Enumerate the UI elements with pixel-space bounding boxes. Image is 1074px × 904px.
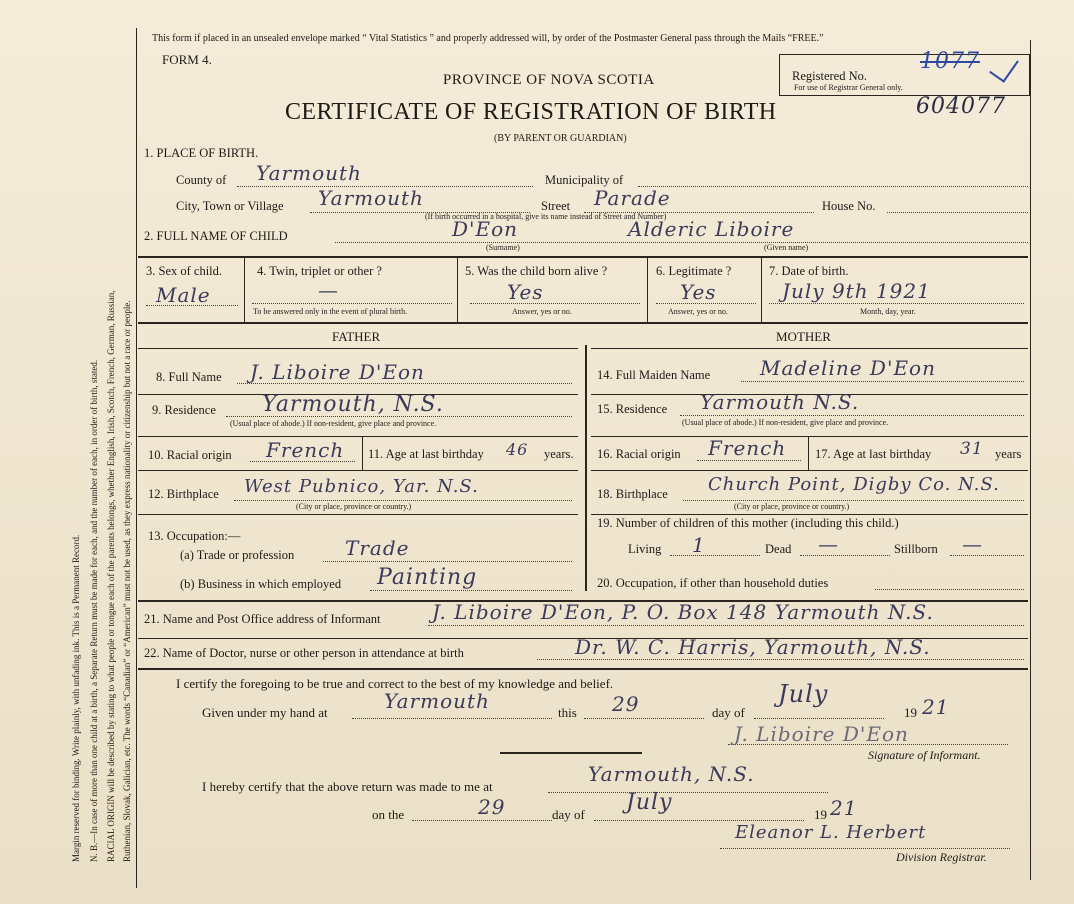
given-place-value: Yarmouth [384,689,490,713]
form-number: FORM 4. [162,52,212,67]
county-value: Yarmouth [256,161,362,185]
mother-age-divider [808,436,809,470]
stillborn-value: — [962,532,983,556]
mother-rule-4 [591,470,1028,471]
registrar-day-of-label: day of [552,807,585,822]
given-name-caption: (Given name) [764,243,809,252]
mother-rule-3 [591,436,1028,437]
mother-rule-5 [591,514,1028,515]
living-value: 1 [692,533,706,557]
alive-note: Answer, yes or no. [512,307,572,316]
registrar-caption: Division Registrar. [896,850,987,864]
row3-top-rule [138,256,1028,258]
row3-divider-2 [457,256,458,322]
father-occupation-label: 13. Occupation:— [148,529,241,543]
mother-race-value: French [708,436,787,460]
alive-label: 5. Was the child born alive ? [465,264,608,278]
doctor-label: 22. Name of Doctor, nurse or other person in attendance at birth [144,646,464,660]
registrar-statement: I hereby certify that the above return was made to me at [202,779,493,794]
father-birthplace-line [234,500,572,501]
registrar-day-line [412,820,552,821]
child-surname: D'Eon [452,217,519,241]
trade-label: (a) Trade or profession [180,548,295,562]
house-line [887,212,1028,213]
stillborn-label: Stillborn [894,542,938,556]
mother-age-label: 17. Age at last birthday [815,447,932,461]
father-birthplace-value: West Pubnico, Yar. N.S. [244,476,479,497]
dead-line [800,555,890,556]
date-of-birth-label: 7. Date of birth. [769,264,849,278]
alive-line [470,303,640,304]
twin-value: — [318,278,339,302]
doctor-line [537,659,1024,660]
mother-residence-line [680,415,1024,416]
doctor-value: Dr. W. C. Harris, Yarmouth, N.S. [575,635,931,659]
given-place-line [352,718,552,719]
row3-divider-3 [647,256,648,322]
mother-age-value: 31 [960,439,984,459]
this-day-value: 29 [612,692,640,716]
municipality-line [638,186,1028,187]
father-rule-1 [138,348,578,349]
father-name-value: J. Liboire D'Eon [250,360,425,384]
mother-birthplace-line [683,500,1024,501]
mother-birthplace-label: 18. Birthplace [597,487,668,501]
frame-right [1030,40,1031,880]
year-value: 21 [922,695,950,719]
father-name-label: 8. Full Name [156,370,222,384]
children-count-label: 19. Number of children of this mother (including this child.) [597,516,899,530]
dead-label: Dead [765,542,792,556]
father-age-value: 46 [506,440,529,459]
informant-signature-caption: Signature of Informant. [868,748,981,762]
father-rule-3 [138,436,578,437]
father-heading: FATHER [332,329,381,344]
registrar-month-value: July [626,790,673,815]
child-name-label: 2. FULL NAME OF CHILD [144,229,288,243]
father-race-value: French [266,438,345,462]
street-label: Street [541,199,571,213]
business-line [370,590,572,591]
twin-label: 4. Twin, triplet or other ? [257,264,382,278]
sex-value: Male [156,283,211,307]
mother-name-line [741,381,1024,382]
mother-race-line [697,460,801,461]
doctor-bottom-rule [138,668,1028,670]
registrar-day-value: 29 [478,795,506,819]
mother-residence-note: (Usual place of abode.) If non-resident, give place and province. [682,418,889,427]
row3-bottom-rule [138,322,1028,324]
parents-divider [585,345,587,591]
municipality-label: Municipality of [545,173,624,187]
mother-rule-1 [591,348,1028,349]
child-given-name: Alderic Liboire [628,217,795,241]
margin-rule [136,28,137,888]
city-value: Yarmouth [318,186,424,210]
registrar-signature-line [720,848,1010,849]
year-prefix: 19 [904,705,917,720]
mother-heading: MOTHER [776,329,831,344]
margin-note-binding: Margin reserved for binding. Write plainly, with unfading ink. This is a Permanent Record. [71,534,81,862]
mother-residence-label: 15. Residence [597,402,668,416]
stamp-number: 604077 [916,94,1006,119]
father-age-label: 11. Age at last birthday [368,447,484,461]
child-name-line [335,242,1028,243]
place-of-birth-heading: 1. PLACE OF BIRTH. [144,146,259,160]
father-residence-note: (Usual place of abode.) If non-resident, give place and province. [230,419,437,428]
registered-note: For use of Registrar General only. [794,83,903,92]
county-label: County of [176,173,227,187]
mother-occupation-label: 20. Occupation, if other than household duties [597,576,829,590]
living-label: Living [628,542,662,556]
house-label: House No. [822,199,876,213]
living-line [670,555,760,556]
legitimate-value: Yes [680,280,717,304]
on-the-label: on the [372,807,405,822]
date-note: Month, day, year. [860,307,916,316]
mother-residence-value: Yarmouth N.S. [700,390,860,414]
mailing-notice: This form if placed in an unsealed envelope marked “ Vital Statistics ” and properly addressed will, by order of the Postmaster General pass through the Mails “FREE.” [152,33,824,44]
informant-signature: J. Liboire D'Eon [734,722,909,746]
mother-birthplace-note: (City or place, province or country.) [734,502,850,511]
city-label: City, Town or Village [176,199,284,213]
registrar-month-line [594,820,804,821]
registered-label: Registered No. [792,69,867,83]
mother-name-value: Madeline D'Eon [760,356,936,380]
registrar-year-value: 21 [830,796,858,820]
sex-label: 3. Sex of child. [146,264,223,278]
hospital-note: (If birth occurred in a hospital, give its name instead of Street and Number) [425,212,667,221]
date-line [769,303,1024,304]
business-label: (b) Business in which employed [180,577,342,591]
registrar-place-line [548,792,828,793]
day-of-label: day of [712,705,745,720]
dead-value: — [818,532,839,556]
mother-race-label: 16. Racial origin [597,447,681,461]
father-rule-5 [138,514,578,515]
this-day-line [584,718,704,719]
month-line [754,718,884,719]
margin-note-nationality: Ruthenian, Slovak, Galician, etc. The words “Canadian” or “American” must not be used, as they express nationality or citizenship but not a race or people. [122,300,132,862]
row3-divider-1 [244,256,245,322]
father-age-divider [362,436,363,470]
informant-label: 21. Name and Post Office address of Informant [144,612,381,626]
alive-value: Yes [507,280,544,304]
trade-line [323,561,572,562]
twin-line [252,303,452,304]
given-under-hand-label: Given under my hand at [202,705,328,720]
street-value: Parade [594,186,671,210]
date-of-birth-value: July 9th 1921 [782,279,931,303]
margin-note-racial-origin: RACIAL ORIGIN will be described by stating to what people or tongue each of the parents belongs, whether English, Irish, Scotch, French, German, Russian, [106,290,116,862]
month-value: July [778,680,829,708]
father-rule-4 [138,470,578,471]
father-birthplace-label: 12. Birthplace [148,487,219,501]
informant-line [428,625,1024,626]
father-birthplace-note: (City or place, province or country.) [296,502,412,511]
twin-note: To be answered only in the event of plural birth. [253,307,408,316]
legitimate-note: Answer, yes or no. [668,307,728,316]
registrar-signature: Eleanor L. Herbert [735,822,927,843]
mother-name-label: 14. Full Maiden Name [597,368,711,382]
this-label: this [558,705,577,720]
registered-number: 1077 [920,49,980,74]
province-heading: PROVINCE OF NOVA SCOTIA [443,72,655,88]
father-years-label: years. [544,447,574,461]
registrar-year-prefix: 19 [814,807,827,822]
legitimate-label: 6. Legitimate ? [656,264,732,278]
certify-statement: I certify the foregoing to be true and correct to the best of my knowledge and belief. [176,676,614,691]
informant-value: J. Liboire D'Eon, P. O. Box 148 Yarmouth N.S. [432,600,934,624]
mother-birthplace-value: Church Point, Digby Co. N.S. [708,474,1000,495]
row3-divider-4 [761,256,762,322]
trade-value: Trade [345,536,410,560]
mother-occupation-line [875,589,1024,590]
father-residence-value: Yarmouth, N.S. [262,392,444,417]
divider-short-rule [500,752,642,754]
surname-caption: (Surname) [486,243,520,252]
father-race-label: 10. Racial origin [148,448,232,462]
certificate-title: CERTIFICATE OF REGISTRATION OF BIRTH [285,99,777,125]
business-value: Painting [377,565,478,590]
margin-note-multiple-births: N. B.—In case of more than one child at a birth, a Separate Return must be made for each, and the number of each, in order of birth, stated. [89,359,99,862]
mother-years-label: years [995,447,1022,461]
father-residence-label: 9. Residence [152,403,216,417]
certificate-subtitle: (BY PARENT OR GUARDIAN) [494,133,627,144]
registrar-place-value: Yarmouth, N.S. [588,762,755,786]
